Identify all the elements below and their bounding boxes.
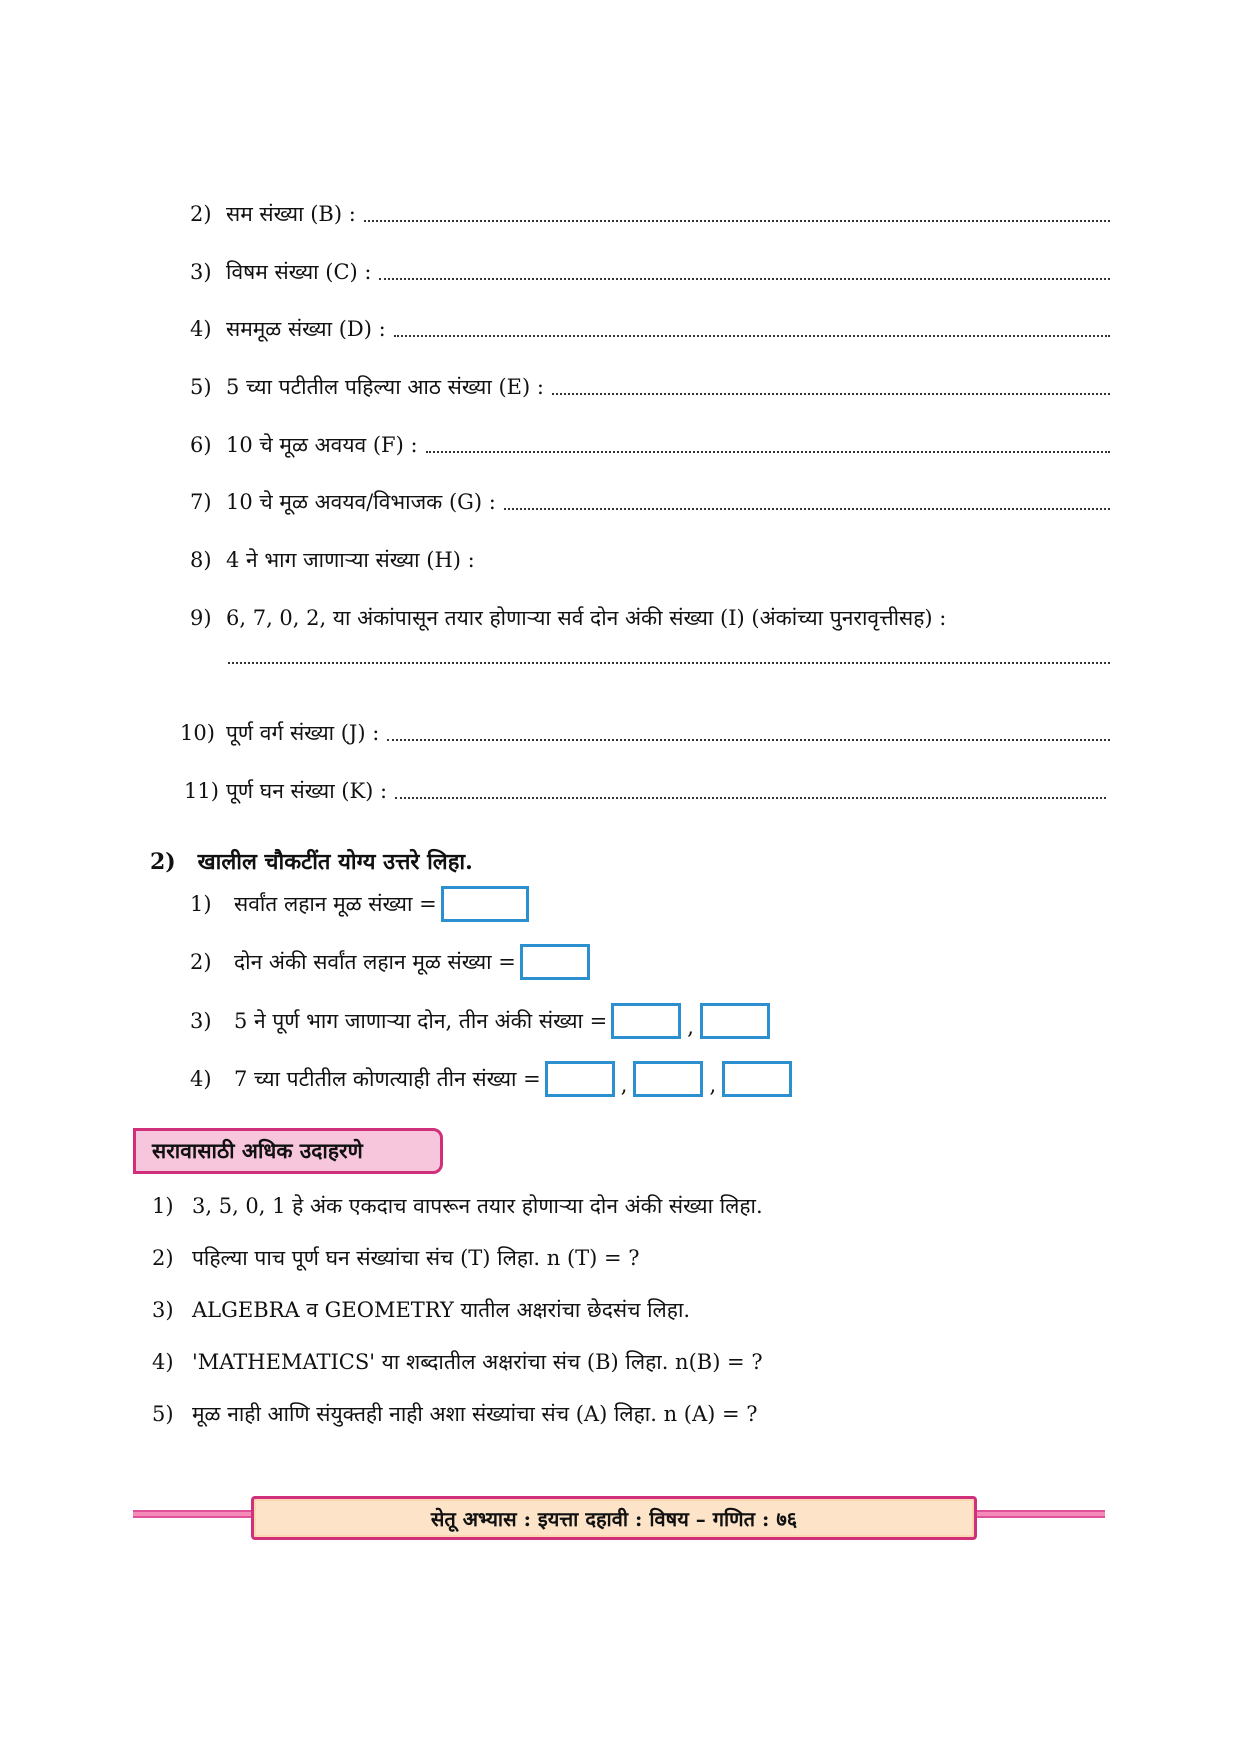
footer-rule-right: [975, 1510, 1105, 1518]
answer-line: [394, 335, 1110, 337]
footer-rule-left: [133, 1510, 253, 1518]
answer-line: [387, 739, 1110, 741]
page-footer: [251, 1496, 977, 1540]
item-text: पहिल्या पाच पूर्ण घन संख्यांचा संच (T) लिहा. n (T) = ?: [192, 1246, 640, 1270]
footer-text: सेतू अभ्यास : इयत्ता दहावी : विषय – गणित : ७६: [430, 1506, 798, 1531]
separator-comma: ,: [687, 1015, 694, 1039]
box-question-4: [190, 1061, 792, 1097]
answer-box[interactable]: [441, 886, 529, 922]
item-label: पूर्ण वर्ग संख्या (J) :: [226, 721, 380, 745]
answer-box[interactable]: [520, 944, 590, 980]
item-label: 10 चे मूळ अवयव/विभाजक (G) :: [226, 490, 496, 514]
item-label: विषम संख्या (C) :: [226, 260, 372, 284]
box-question-3: [190, 1003, 770, 1039]
box-question-1: [190, 886, 529, 922]
answer-line: [504, 508, 1110, 510]
item-number: 4): [152, 1350, 174, 1374]
item-number: 1): [190, 892, 212, 916]
practice-item: [152, 1192, 763, 1220]
item-text: मूळ नाही आणि संयुक्तही नाही अशा संख्यांचा संच (A) लिहा. n (A) = ?: [192, 1402, 758, 1426]
separator-comma: ,: [620, 1073, 628, 1097]
set-item-I: [190, 604, 1110, 632]
item-number: 1): [152, 1194, 174, 1218]
item-number: 3): [190, 1009, 212, 1033]
set-item-G: [190, 488, 1110, 516]
item-number: 5): [190, 375, 212, 399]
item-label: 5 ने पूर्ण भाग जाणाऱ्या दोन, तीन अंकी संख्या =: [234, 1009, 608, 1033]
item-text: 'MATHEMATICS' या शब्दातील अक्षरांचा संच (B) लिहा. n(B) = ?: [192, 1350, 763, 1374]
answer-line: [552, 393, 1110, 395]
separator-comma: ,: [709, 1073, 717, 1097]
set-item-I-continuation: [228, 662, 1110, 670]
item-label: 10 चे मूळ अवयव (F) :: [226, 433, 418, 457]
set-item-J: [180, 719, 1110, 747]
item-number: 4): [190, 317, 212, 341]
set-item-D: [190, 315, 1110, 343]
answer-box[interactable]: [611, 1003, 681, 1039]
item-number: 3): [190, 260, 212, 284]
item-label: सम संख्या (B) :: [226, 202, 356, 226]
item-number: 7): [190, 490, 212, 514]
practice-item: [152, 1400, 758, 1428]
item-number: 11): [184, 779, 219, 803]
answer-line: [379, 278, 1110, 280]
answer-box[interactable]: [700, 1003, 770, 1039]
answer-line: [426, 451, 1110, 453]
answer-line: [228, 662, 1110, 664]
practice-title: सरावासाठी अधिक उदाहरणे: [152, 1138, 363, 1163]
section-title: खालील चौकटींत योग्य उत्तरे लिहा.: [197, 849, 473, 875]
box-question-2: [190, 944, 590, 980]
item-label: सर्वांत लहान मूळ संख्या =: [234, 892, 437, 916]
section-number: 2): [150, 849, 176, 875]
item-label: 4 ने भाग जाणाऱ्या संख्या (H) :: [226, 548, 475, 572]
section-heading: [150, 846, 473, 876]
answer-line: [364, 220, 1110, 222]
set-item-E: [190, 373, 1110, 401]
set-item-C: [190, 258, 1110, 286]
item-label: 6, 7, 0, 2, या अंकांपासून तयार होणाऱ्या सर्व दोन अंकी संख्या (I) (अंकांच्या पुनरावृत्तीसह) :: [226, 606, 947, 630]
practice-heading: [133, 1128, 443, 1174]
set-item-K: [184, 777, 1106, 805]
item-number: 5): [152, 1402, 174, 1426]
item-number: 4): [190, 1067, 212, 1091]
answer-box[interactable]: [545, 1061, 615, 1097]
item-label: सममूळ संख्या (D) :: [226, 317, 386, 341]
item-number: 2): [190, 950, 212, 974]
item-number: 6): [190, 433, 212, 457]
set-item-B: [190, 200, 1110, 228]
item-text: 3, 5, 0, 1 हे अंक एकदाच वापरून तयार होणाऱ्या दोन अंकी संख्या लिहा.: [192, 1194, 763, 1218]
item-text: ALGEBRA व GEOMETRY यातील अक्षरांचा छेदसंच लिहा.: [192, 1298, 691, 1322]
item-number: 3): [152, 1298, 174, 1322]
item-number: 9): [190, 606, 212, 630]
practice-item: [152, 1296, 690, 1324]
set-item-F: [190, 431, 1110, 459]
item-label: 7 च्या पटीतील कोणत्याही तीन संख्या =: [234, 1067, 541, 1091]
item-number: 10): [180, 721, 215, 745]
item-label: दोन अंकी सर्वांत लहान मूळ संख्या =: [234, 950, 516, 974]
set-item-H: [190, 546, 1110, 574]
item-label: 5 च्या पटीतील पहिल्या आठ संख्या (E) :: [226, 375, 544, 399]
answer-box[interactable]: [633, 1061, 703, 1097]
answer-line: [395, 797, 1106, 799]
item-label: पूर्ण घन संख्या (K) :: [226, 779, 388, 803]
item-number: 2): [152, 1246, 174, 1270]
item-number: 8): [190, 548, 212, 572]
item-number: 2): [190, 202, 212, 226]
practice-item: [152, 1244, 640, 1272]
practice-item: [152, 1348, 763, 1376]
answer-box[interactable]: [722, 1061, 792, 1097]
